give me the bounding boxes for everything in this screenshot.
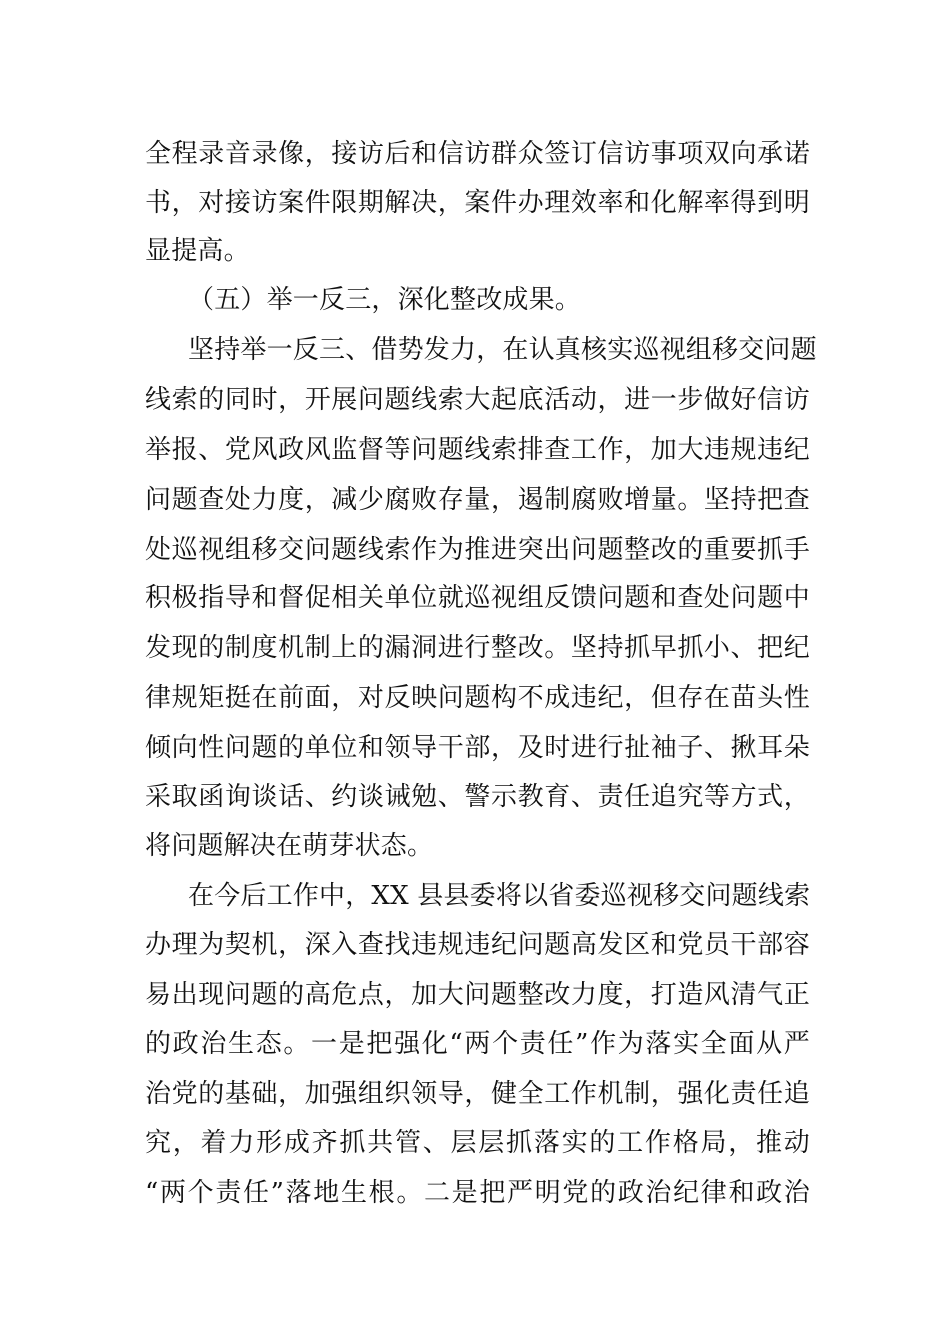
paragraph-line: 举报、党风政风监督等问题线索排查工作，加大违规违纪 [145,435,810,465]
paragraph-line: 采取函询谈话、约谈诫勉、警示教育、责任追究等方式， [145,782,810,812]
paragraph-line: 将问题解决在萌芽状态。 [145,831,434,861]
paragraph-line: 倾向性问题的单位和领导干部，及时进行扯袖子、揪耳朵 [145,733,810,763]
paragraph-line: 书，对接访案件限期解决，案件办理效率和化解率得到明 [145,188,810,218]
paragraph-line: 显提高。 [145,236,250,266]
paragraph-line: 线索的同时，开展问题线索大起底活动，进一步做好信访 [145,385,810,415]
section-heading: （五）举一反三，深化整改成果。 [188,285,582,315]
paragraph-line: 全程录音录像，接访后和信访群众签订信访事项双向承诺 [145,139,810,169]
paragraph-line: 处巡视组移交问题线索作为推进突出问题整改的重要抓手 [145,535,810,565]
paragraph-line: 的政治生态。一是把强化“两个责任”作为落实全面从严 [145,1029,810,1059]
paragraph-line: “两个责任”落地生根。二是把严明党的政治纪律和政治 [145,1178,810,1208]
paragraph-line: 办理为契机，深入查找违规违纪问题高发区和党员干部容 [145,930,810,960]
paragraph-line: 发现的制度机制上的漏洞进行整改。坚持抓早抓小、把纪 [145,633,810,663]
paragraph-line: 易出现问题的高危点，加大问题整改力度，打造风清气正 [145,980,810,1010]
paragraph-line: 究，着力形成齐抓共管、层层抓落实的工作格局，推动 [145,1128,810,1158]
paragraph-line: 治党的基础，加强组织领导，健全工作机制，强化责任追 [145,1079,810,1109]
paragraph-line: 在今后工作中，XX 县县委将以省委巡视移交问题线索 [188,881,811,911]
paragraph-line: 问题查处力度，减少腐败存量，遏制腐败增量。坚持把查 [145,485,810,515]
paragraph-line: 积极指导和督促相关单位就巡视组反馈问题和查处问题中 [145,583,810,613]
paragraph-line: 坚持举一反三、借势发力，在认真核实巡视组移交问题 [188,335,817,365]
paragraph-line: 律规矩挺在前面，对反映问题构不成违纪，但存在苗头性 [145,683,810,713]
